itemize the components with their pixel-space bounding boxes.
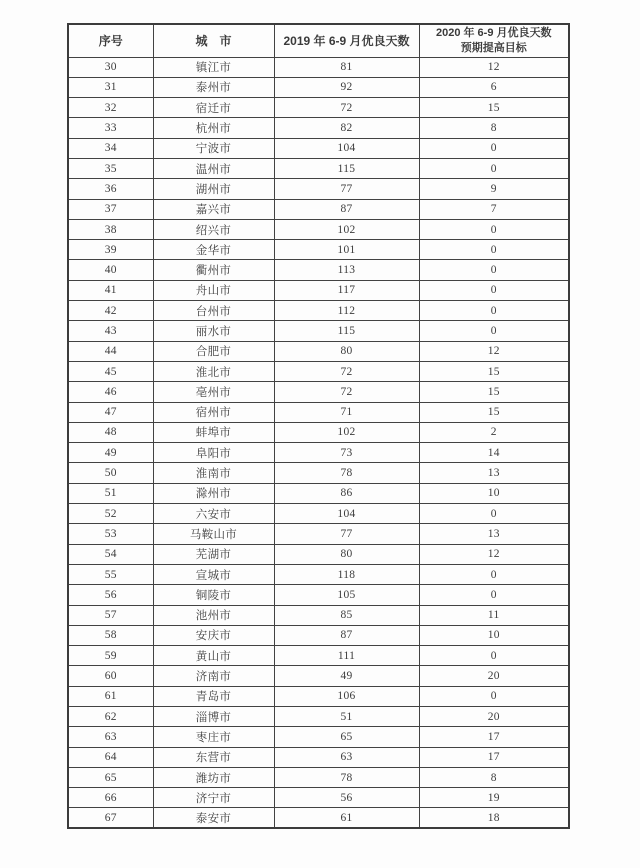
header-target-2020-line1: 2020 年 6-9 月优良天数 [435,27,552,40]
cell-days-2019: 104 [274,504,419,524]
cell-days-2019: 87 [274,199,419,219]
cell-seq: 45 [68,361,153,381]
cell-seq: 41 [68,280,153,300]
table-row [68,321,569,341]
cell-seq: 59 [68,646,153,666]
cell-seq: 35 [68,158,153,178]
table-row [68,240,569,260]
cell-city: 池州市 [153,605,274,625]
cell-seq: 49 [68,443,153,463]
cell-target-2020: 20 [419,707,569,727]
cell-days-2019: 101 [274,240,419,260]
cell-city: 蚌埠市 [153,422,274,442]
cell-city: 淄博市 [153,707,274,727]
cell-city: 铜陵市 [153,585,274,605]
air-quality-days-table [67,23,570,829]
cell-days-2019: 51 [274,707,419,727]
table-row [68,118,569,138]
cell-days-2019: 72 [274,382,419,402]
cell-days-2019: 78 [274,463,419,483]
cell-days-2019: 72 [274,361,419,381]
cell-city: 济南市 [153,666,274,686]
cell-city: 金华市 [153,240,274,260]
cell-seq: 57 [68,605,153,625]
cell-seq: 52 [68,504,153,524]
cell-days-2019: 113 [274,260,419,280]
cell-city: 安庆市 [153,625,274,645]
cell-seq: 53 [68,524,153,544]
cell-city: 台州市 [153,301,274,321]
table-row [68,483,569,503]
cell-seq: 62 [68,707,153,727]
table-row [68,727,569,747]
table-row [68,260,569,280]
cell-city: 衢州市 [153,260,274,280]
table-header [68,24,569,57]
cell-city: 嘉兴市 [153,199,274,219]
cell-seq: 38 [68,219,153,239]
cell-city: 东营市 [153,747,274,767]
table-row [68,443,569,463]
cell-target-2020: 15 [419,361,569,381]
table-row [68,361,569,381]
table-row [68,788,569,808]
cell-city: 绍兴市 [153,219,274,239]
cell-target-2020: 19 [419,788,569,808]
table-row [68,98,569,118]
cell-target-2020: 17 [419,727,569,747]
cell-target-2020: 0 [419,564,569,584]
cell-target-2020: 12 [419,341,569,361]
cell-days-2019: 102 [274,422,419,442]
table-row [68,504,569,524]
cell-days-2019: 80 [274,544,419,564]
cell-city: 滁州市 [153,483,274,503]
cell-city: 阜阳市 [153,443,274,463]
header-city: 城 市 [153,24,274,57]
table-row [68,544,569,564]
cell-seq: 54 [68,544,153,564]
table-header-row [68,24,569,57]
cell-target-2020: 0 [419,138,569,158]
cell-city: 青岛市 [153,686,274,706]
cell-seq: 65 [68,767,153,787]
cell-target-2020: 9 [419,179,569,199]
cell-seq: 51 [68,483,153,503]
cell-city: 湖州市 [153,179,274,199]
cell-days-2019: 85 [274,605,419,625]
cell-days-2019: 77 [274,524,419,544]
cell-days-2019: 104 [274,138,419,158]
cell-target-2020: 14 [419,443,569,463]
cell-days-2019: 115 [274,321,419,341]
table-row [68,707,569,727]
table-row [68,77,569,97]
cell-city: 淮北市 [153,361,274,381]
cell-city: 枣庄市 [153,727,274,747]
cell-seq: 47 [68,402,153,422]
cell-days-2019: 65 [274,727,419,747]
cell-target-2020: 12 [419,544,569,564]
table-row [68,280,569,300]
cell-target-2020: 10 [419,483,569,503]
cell-target-2020: 0 [419,646,569,666]
cell-days-2019: 49 [274,666,419,686]
cell-target-2020: 0 [419,686,569,706]
cell-days-2019: 63 [274,747,419,767]
cell-target-2020: 15 [419,402,569,422]
cell-days-2019: 118 [274,564,419,584]
table-row [68,422,569,442]
cell-target-2020: 0 [419,158,569,178]
cell-days-2019: 112 [274,301,419,321]
cell-target-2020: 0 [419,301,569,321]
cell-target-2020: 20 [419,666,569,686]
cell-seq: 48 [68,422,153,442]
cell-seq: 55 [68,564,153,584]
cell-seq: 43 [68,321,153,341]
cell-city: 济宁市 [153,788,274,808]
table-row [68,57,569,77]
cell-target-2020: 15 [419,98,569,118]
cell-target-2020: 17 [419,747,569,767]
table-row [68,199,569,219]
cell-days-2019: 71 [274,402,419,422]
table-row [68,564,569,584]
cell-city: 宿州市 [153,402,274,422]
cell-seq: 44 [68,341,153,361]
cell-seq: 40 [68,260,153,280]
cell-seq: 50 [68,463,153,483]
cell-seq: 42 [68,301,153,321]
cell-days-2019: 115 [274,158,419,178]
cell-target-2020: 12 [419,57,569,77]
cell-seq: 36 [68,179,153,199]
cell-city: 温州市 [153,158,274,178]
cell-target-2020: 0 [419,280,569,300]
cell-seq: 30 [68,57,153,77]
cell-city: 马鞍山市 [153,524,274,544]
cell-target-2020: 0 [419,260,569,280]
cell-days-2019: 61 [274,808,419,828]
cell-target-2020: 18 [419,808,569,828]
cell-city: 黄山市 [153,646,274,666]
cell-seq: 39 [68,240,153,260]
cell-days-2019: 92 [274,77,419,97]
cell-days-2019: 105 [274,585,419,605]
cell-city: 淮南市 [153,463,274,483]
cell-seq: 66 [68,788,153,808]
cell-target-2020: 0 [419,321,569,341]
cell-days-2019: 78 [274,767,419,787]
cell-target-2020: 0 [419,219,569,239]
cell-city: 舟山市 [153,280,274,300]
table-row [68,666,569,686]
header-seq: 序号 [68,24,153,57]
table-row [68,382,569,402]
cell-days-2019: 56 [274,788,419,808]
table-row [68,138,569,158]
cell-target-2020: 2 [419,422,569,442]
table-row [68,767,569,787]
cell-city: 杭州市 [153,118,274,138]
cell-target-2020: 6 [419,77,569,97]
cell-seq: 60 [68,666,153,686]
cell-target-2020: 0 [419,585,569,605]
cell-seq: 56 [68,585,153,605]
cell-seq: 63 [68,727,153,747]
cell-city: 丽水市 [153,321,274,341]
cell-seq: 46 [68,382,153,402]
table-row [68,747,569,767]
table-row [68,625,569,645]
cell-days-2019: 117 [274,280,419,300]
cell-days-2019: 86 [274,483,419,503]
table-row [68,524,569,544]
table-row [68,219,569,239]
cell-days-2019: 106 [274,686,419,706]
header-days-2019: 2019 年 6-9 月优良天数 [274,24,419,57]
cell-city: 镇江市 [153,57,274,77]
cell-seq: 34 [68,138,153,158]
cell-days-2019: 102 [274,219,419,239]
table-body [68,57,569,828]
table-row [68,646,569,666]
table-row [68,585,569,605]
cell-days-2019: 111 [274,646,419,666]
cell-city: 芜湖市 [153,544,274,564]
cell-target-2020: 13 [419,524,569,544]
cell-city: 宿迁市 [153,98,274,118]
cell-seq: 32 [68,98,153,118]
table-row [68,301,569,321]
cell-target-2020: 15 [419,382,569,402]
cell-days-2019: 82 [274,118,419,138]
cell-city: 六安市 [153,504,274,524]
cell-city: 合肥市 [153,341,274,361]
cell-seq: 31 [68,77,153,97]
cell-target-2020: 7 [419,199,569,219]
cell-city: 泰州市 [153,77,274,97]
cell-days-2019: 80 [274,341,419,361]
table-row [68,605,569,625]
cell-seq: 64 [68,747,153,767]
table-row [68,463,569,483]
table-row [68,341,569,361]
cell-days-2019: 73 [274,443,419,463]
cell-seq: 33 [68,118,153,138]
cell-target-2020: 8 [419,118,569,138]
table-row [68,686,569,706]
header-target-2020-line2: 预期提高目标 [460,41,527,54]
cell-seq: 67 [68,808,153,828]
cell-target-2020: 13 [419,463,569,483]
cell-city: 宣城市 [153,564,274,584]
cell-target-2020: 10 [419,625,569,645]
table-row [68,179,569,199]
cell-target-2020: 11 [419,605,569,625]
cell-city: 泰安市 [153,808,274,828]
cell-seq: 58 [68,625,153,645]
cell-target-2020: 0 [419,240,569,260]
cell-target-2020: 8 [419,767,569,787]
table-row [68,402,569,422]
cell-days-2019: 77 [274,179,419,199]
cell-target-2020: 0 [419,504,569,524]
cell-seq: 61 [68,686,153,706]
table-row [68,158,569,178]
cell-days-2019: 72 [274,98,419,118]
cell-city: 潍坊市 [153,767,274,787]
cell-city: 宁波市 [153,138,274,158]
header-target-2020 [419,24,569,57]
cell-days-2019: 81 [274,57,419,77]
cell-city: 亳州市 [153,382,274,402]
cell-days-2019: 87 [274,625,419,645]
cell-seq: 37 [68,199,153,219]
table-row [68,808,569,828]
